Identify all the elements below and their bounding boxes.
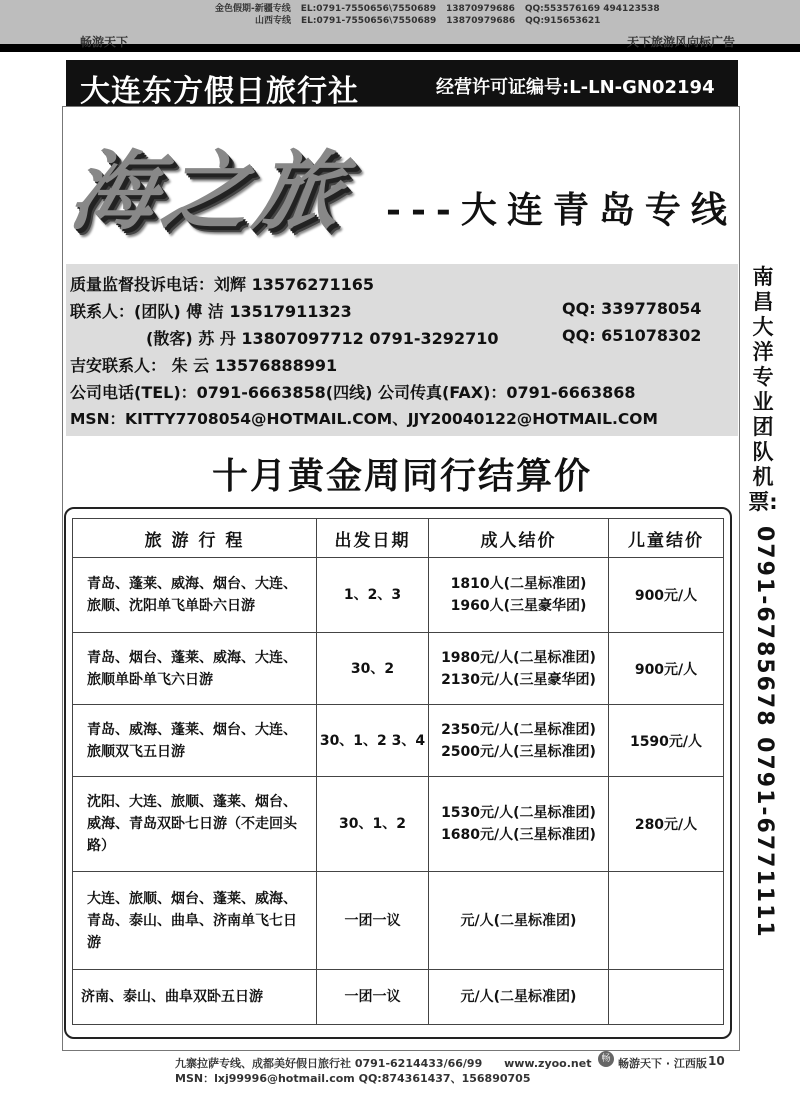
col-route: 旅 游 行 程: [73, 519, 317, 558]
top-contact-label: 金色假期-新疆专线: [215, 4, 291, 14]
adult-price-cell: [429, 777, 609, 872]
msn-contacts: MSN：KITTY7708054@HOTMAIL.COM、JJY20040122@HOTMAIL.COM: [70, 410, 658, 428]
side-ad-numbers: 0791-6785678 0791-6771111: [752, 526, 777, 939]
page-number: 10: [708, 1054, 725, 1068]
col-date: 出发日期: [317, 519, 429, 558]
top-contact-qq: QQ:915653621: [525, 16, 601, 26]
col-child: 儿童结价: [609, 519, 724, 558]
adult-price-cell: [429, 970, 609, 1025]
col-adult: 成人结价: [429, 519, 609, 558]
group-contact: 联系人：(团队) 傅 洁 13517911323: [70, 302, 352, 321]
adult-price-line: 1810人(二星标准团): [450, 576, 587, 592]
top-contacts: [215, 4, 670, 27]
date-cell: 一团一议: [317, 970, 429, 1025]
footer-url: www.zyoo.net: [504, 1057, 592, 1070]
route-cell: 大连、旅顺、烟台、蓬莱、威海、青岛、泰山、曲阜、济南单飞七日游: [73, 872, 317, 970]
adult-price-line: 1960人(三星豪华团): [450, 598, 587, 614]
top-contact-qq: QQ:553576169 494123538: [524, 4, 660, 14]
group-qq: QQ: 339778054: [562, 299, 702, 318]
route-cell: 青岛、烟台、蓬莱、威海、大连、旅顺单卧单飞六日游: [73, 633, 317, 705]
table-row: [73, 558, 724, 633]
complaint-phone: 质量监督投诉电话：刘辉 13576271165: [70, 275, 375, 294]
route-cell: 沈阳、大连、旅顺、蓬莱、烟台、威海、青岛双卧七日游（不走回头路）: [73, 777, 317, 872]
table-header-row: [73, 519, 724, 558]
adult-price-line: 2130元/人(三星豪华团): [441, 671, 596, 688]
top-contact-mobile: 13870979686: [446, 16, 516, 26]
adult-price-line: 元/人(二星标准团): [460, 989, 577, 1005]
price-table: [72, 518, 724, 1025]
adult-price-line: 1980元/人(二星标准团): [441, 649, 596, 666]
adult-price-cell: [429, 558, 609, 633]
table-row: [73, 970, 724, 1025]
table-row: [73, 872, 724, 970]
license-number: 经营许可证编号:L-LN-GN02194: [436, 77, 715, 98]
adult-price-line: 2500元/人(三星标准团): [441, 743, 596, 760]
table-row: [73, 633, 724, 705]
adult-price-line: 1530元/人(二星标准团): [441, 805, 596, 821]
top-right-slogan: 天下旅游风向标广告: [627, 35, 736, 49]
banner-title: 海之旅: [63, 141, 355, 242]
jian-contact: 吉安联系人： 朱 云 13576888991: [70, 356, 338, 375]
route-cell: 青岛、蓬莱、威海、烟台、大连、旅顺、沈阳单飞单卧六日游: [73, 558, 317, 633]
footer-brand: 畅游天下 · 江西版: [618, 1057, 707, 1070]
individual-contact: (散客) 苏 丹 13807097712 0791-3292710: [146, 329, 499, 348]
child-price-cell: [609, 970, 724, 1025]
child-price-cell: 900元/人: [609, 633, 724, 705]
top-contact-row: [215, 3, 670, 15]
top-contact-tel: EL:0791-7550656\7550689: [301, 16, 437, 26]
side-ad-text: 南昌大洋专业团队机票:: [748, 265, 778, 514]
table-row: [73, 705, 724, 777]
top-contact-tel: EL:0791-7550656\7550689: [300, 4, 436, 14]
date-cell: 30、1、2 3、4: [317, 705, 429, 777]
adult-price-cell: [429, 705, 609, 777]
child-price-cell: 900元/人: [609, 558, 724, 633]
top-contact-label: 山西专线: [255, 16, 292, 26]
date-cell: 1、2、3: [317, 558, 429, 633]
individual-qq: QQ: 651078302: [562, 326, 702, 345]
child-price-cell: 280元/人: [609, 777, 724, 872]
adult-price-line: 元/人(二星标准团): [460, 912, 577, 929]
date-cell: 30、2: [317, 633, 429, 705]
top-contact-mobile: 13870979686: [445, 4, 515, 14]
footer-line-2: MSN：lxj99996@hotmail.com QQ:874361437、156890705: [175, 1072, 531, 1085]
banner-subtitle: ---大连青岛专线: [386, 189, 737, 231]
top-left-brand: 畅游天下: [80, 35, 129, 49]
date-cell: 一团一议: [317, 872, 429, 970]
top-contact-row: [215, 15, 670, 27]
adult-price-line: 1680元/人(三星标准团): [441, 827, 596, 843]
adult-price-line: 2350元/人(二星标准团): [441, 721, 596, 738]
date-cell: 30、1、2: [317, 777, 429, 872]
footer-line-1: [175, 1055, 591, 1071]
child-price-cell: [609, 872, 724, 970]
adult-price-cell: [429, 633, 609, 705]
agency-name: 大连东方假日旅行社: [80, 74, 359, 109]
route-cell: 青岛、威海、蓬莱、烟台、大连、旅顺双飞五日游: [73, 705, 317, 777]
brand-logo-icon: 畅: [598, 1051, 614, 1067]
child-price-cell: 1590元/人: [609, 705, 724, 777]
contact-block: [66, 264, 738, 436]
route-cell: 济南、泰山、曲阜双卧五日游: [73, 970, 317, 1025]
company-phone-fax: 公司电话(TEL)：0791-6663858(四线) 公司传真(FAX)：0791-6663868: [70, 383, 636, 402]
adult-price-cell: [429, 872, 609, 970]
table-row: [73, 777, 724, 872]
agency-header: [66, 60, 738, 109]
footer-agency-text: 九寨拉萨专线、成都美好假日旅行社 0791-6214433/66/99: [175, 1057, 483, 1070]
main-title: 十月黄金周同行结算价: [211, 456, 592, 497]
